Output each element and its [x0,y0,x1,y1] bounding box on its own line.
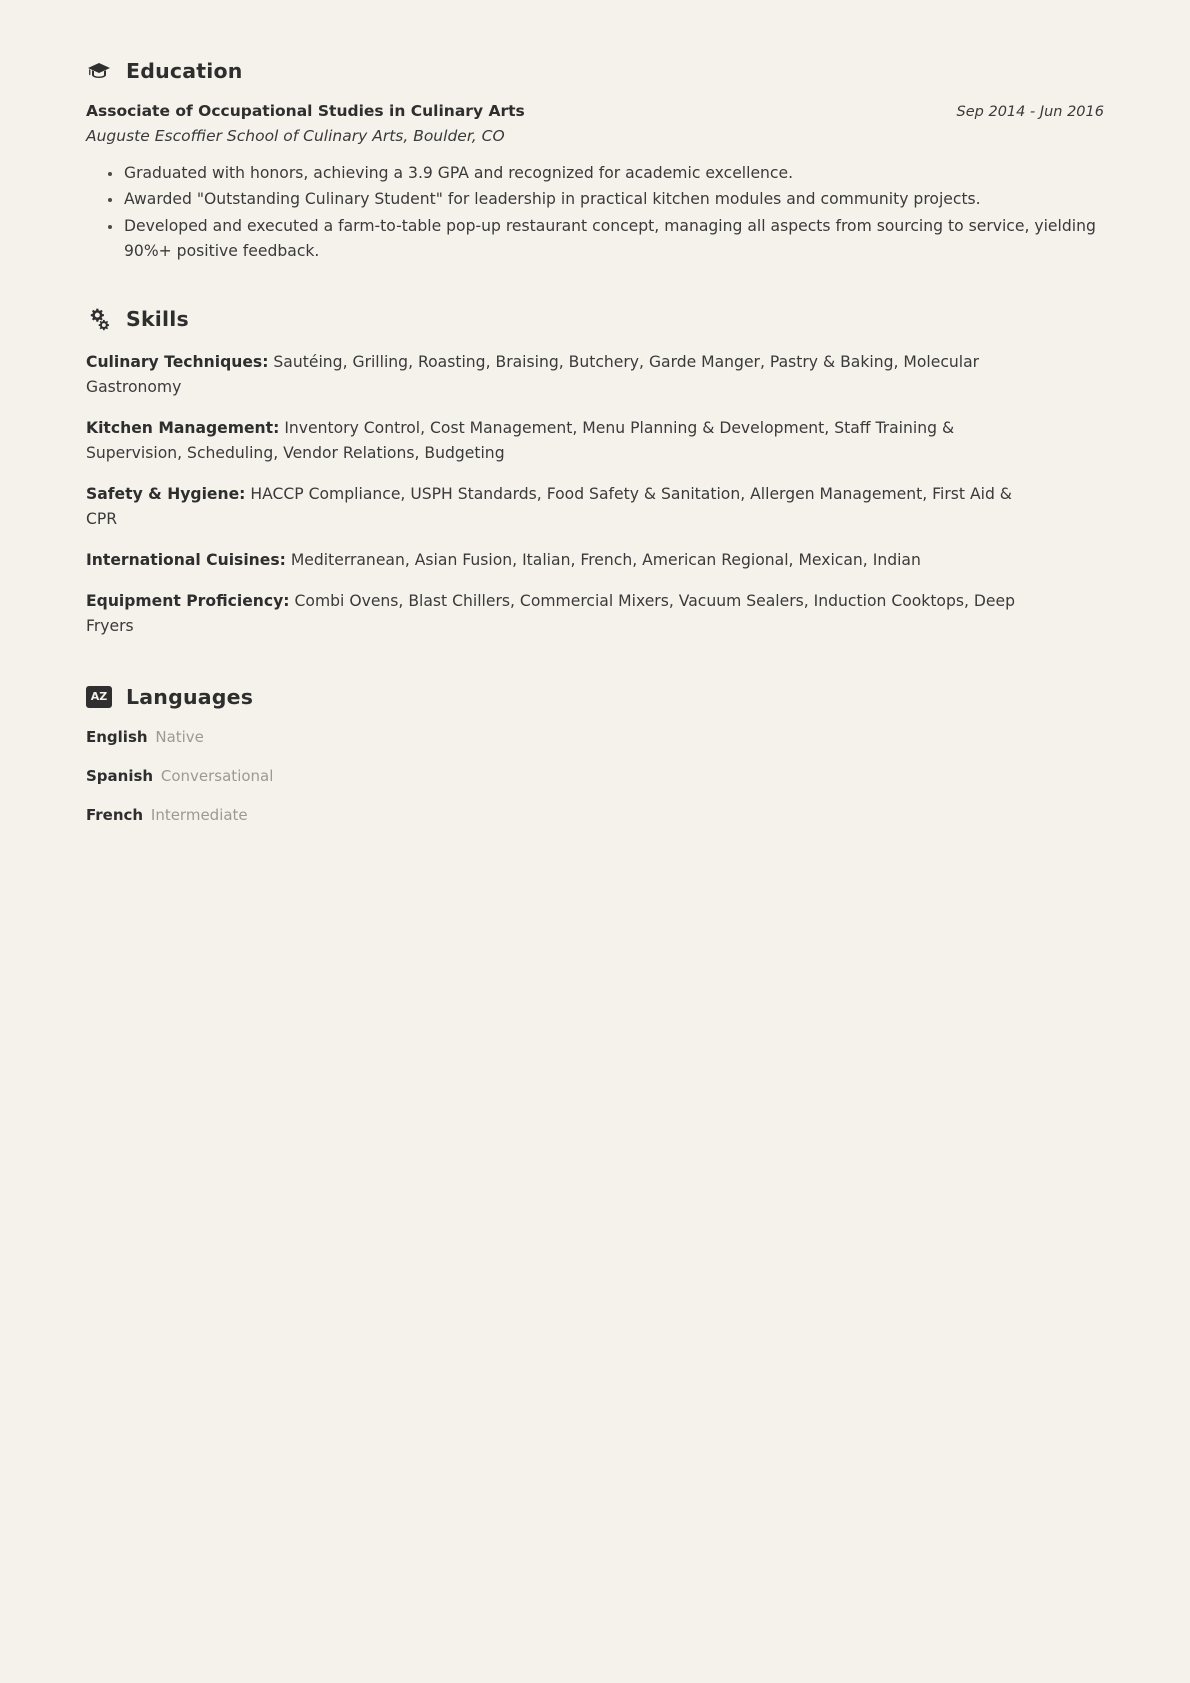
skill-category: Safety & Hygiene: [86,485,246,504]
language-badge-box [86,686,112,708]
graduation-cap-icon [86,58,112,84]
skills-list [86,350,1104,640]
language-item [86,767,1104,785]
education-title: Education [126,59,243,83]
skill-items: Mediterranean, Asian Fusion, Italian, French, American Regional, Mexican, Indian [290,551,921,570]
language-level: Intermediate [150,805,248,824]
education-bullet: Awarded "Outstanding Culinary Student" for leadership in practical kitchen modules and community projects. [108,187,1104,212]
skills-title: Skills [126,307,189,331]
languages-section [86,684,1104,824]
skill-category: International Cuisines: [86,551,286,570]
language-item [86,806,1104,824]
language-level: Conversational [160,766,274,785]
education-entry-header [86,102,1104,120]
skill-group [86,589,1031,640]
languages-title: Languages [126,684,254,709]
skill-group [86,548,1031,573]
skill-items: HACCP Compliance, USPH Standards, Food Safety & Sanitation, Allergen Management, First Aid & CPR [86,485,1012,529]
skill-items: Inventory Control, Cost Management, Menu Planning & Development, Staff Training & Supervision, Scheduling, Vendor Relations, Budgeting [86,419,955,463]
skill-category: Culinary Techniques: [86,353,269,371]
language-name: French [86,805,144,824]
education-bullet: Developed and executed a farm-to-table pop-up restaurant concept, managing all aspects from sourcing to service, yielding 90%+ positive feedback. [108,214,1104,265]
education-bullet: Graduated with honors, achieving a 3.9 GPA and recognized for academic excellence. [108,161,1104,186]
skills-section-header [86,306,1104,332]
skill-group [86,482,1031,533]
skill-group [86,350,1031,401]
language-item [86,728,1104,746]
education-school: Auguste Escoffier School of Culinary Arts, Boulder, CO [86,127,505,145]
gears-icon [86,306,112,332]
education-entry [86,102,1104,264]
skill-items: Sautéing, Grilling, Roasting, Braising, Butchery, Garde Manger, Pastry & Baking, Molecular Gastronomy [86,353,980,397]
education-dates: Sep 2014 - Jun 2016 [956,104,1104,120]
skill-items: Combi Ovens, Blast Chillers, Commercial Mixers, Vacuum Sealers, Induction Cooktops, Deep Fryers [86,592,1016,636]
language-name: English [86,727,148,746]
education-section-header [86,58,1104,84]
language-badge-label: AZ [90,690,108,704]
education-degree: Associate of Occupational Studies in Culinary Arts [86,102,525,120]
education-section [86,58,1104,264]
education-bullet-list [86,161,1104,264]
languages-section-header [86,684,1104,710]
language-name: Spanish [86,766,154,785]
skill-category: Kitchen Management: [86,419,280,438]
skill-group [86,416,1031,467]
languages-list [86,728,1104,824]
language-badge-icon [86,684,112,710]
skill-category: Equipment Proficiency: [86,592,290,611]
language-level: Native [155,727,204,746]
skills-section [86,306,1104,640]
